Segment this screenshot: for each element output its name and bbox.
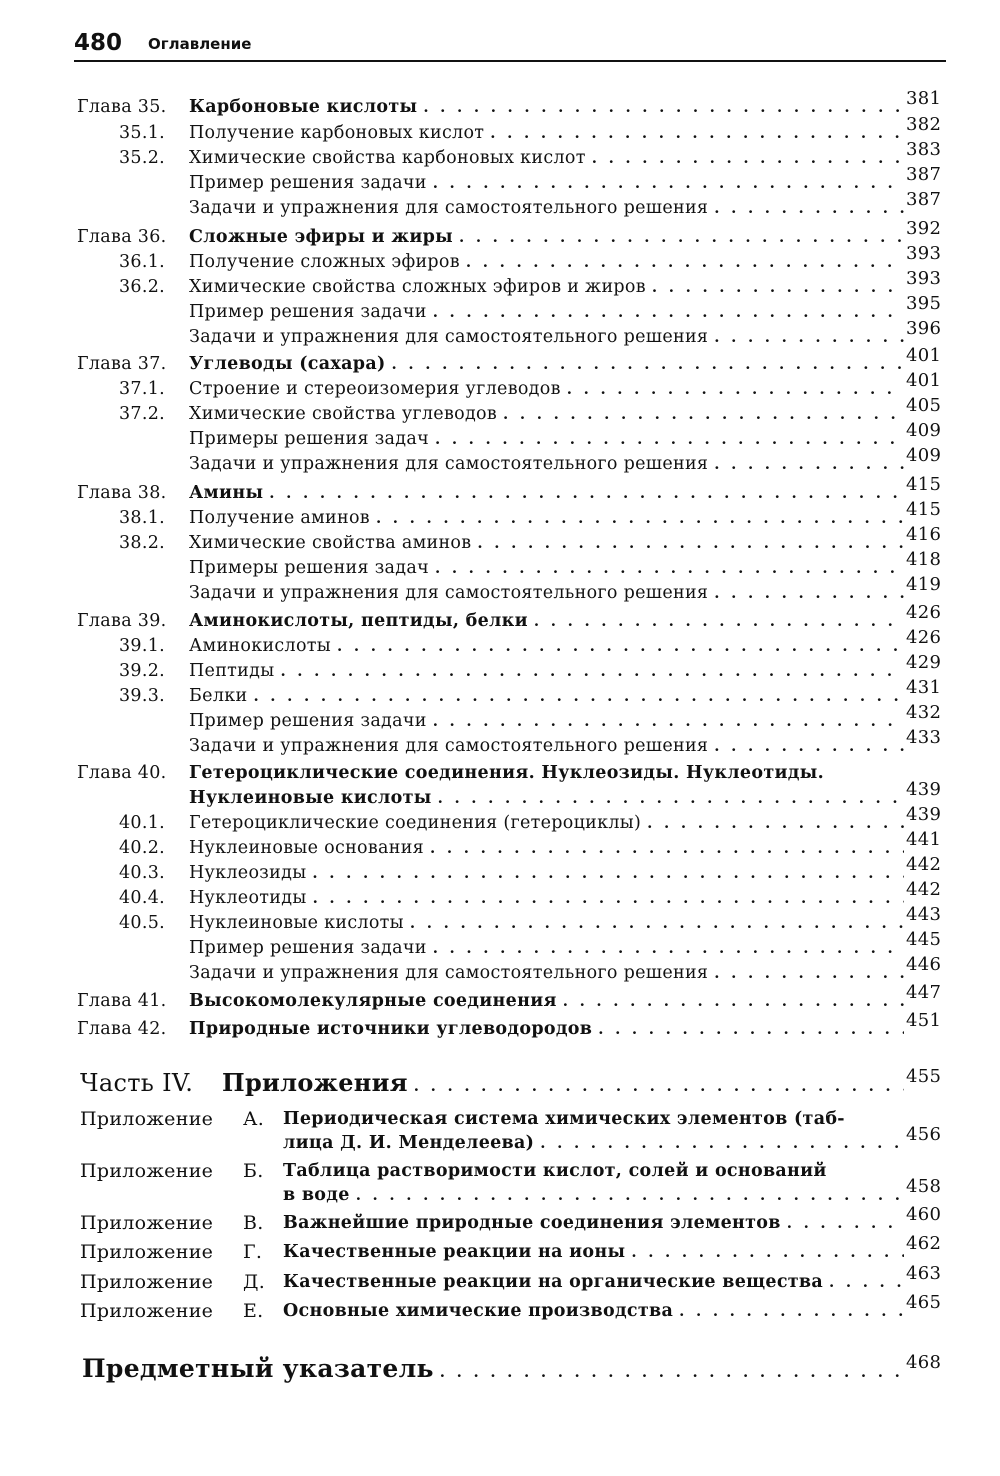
entry-page-number: 442	[906, 879, 942, 900]
entry-title: Нуклеотиды	[189, 887, 313, 909]
entry-page-number: 401	[906, 345, 942, 366]
entry-number: 40.4.	[119, 888, 166, 908]
entry-title: Высокомолекулярные соединения	[189, 990, 563, 1012]
entry-page-number: 415	[906, 499, 942, 520]
toc-section-entry[interactable]	[0, 929, 960, 963]
entry-page-number: 463	[906, 1263, 942, 1284]
toc-section-entry[interactable]	[0, 879, 960, 913]
dot-leader	[540, 1132, 904, 1154]
toc-section-entry[interactable]	[0, 395, 960, 429]
entry-title: Задачи и упражнения для самостоятельного решения	[189, 326, 714, 348]
entry-page-number: 418	[906, 549, 942, 570]
entry-title: Строение и стереоизомерия углеводов	[189, 378, 567, 400]
appendix-label: Приложение	[80, 1160, 214, 1182]
entry-number: Глава 42.	[77, 1019, 167, 1039]
dot-leader	[477, 532, 904, 554]
dot-leader	[410, 912, 904, 934]
entry-title: Нуклеиновые кислоты	[189, 787, 438, 809]
entry-number: 40.1.	[119, 813, 166, 833]
toc-section-entry[interactable]	[0, 829, 960, 863]
entry-page-number: 442	[906, 854, 942, 875]
entry-page-number: 387	[906, 189, 942, 210]
entry-title: Химические свойства аминов	[189, 532, 477, 554]
appendix-letter: Г.	[243, 1241, 263, 1263]
toc-chapter-entry[interactable]	[0, 602, 960, 636]
entry-page-number: 445	[906, 929, 942, 950]
entry-number: Глава 41.	[77, 991, 167, 1011]
entry-title: Карбоновые кислоты	[189, 96, 423, 118]
entry-page-number: 393	[906, 243, 942, 264]
appendix-letter: В.	[243, 1212, 264, 1234]
entry-number: 39.2.	[119, 661, 166, 681]
entry-page-number: 393	[906, 268, 942, 289]
entry-title: Периодическая система химических элементов (таб-	[283, 1108, 851, 1130]
toc-section-entry[interactable]	[0, 804, 960, 838]
dot-leader	[433, 172, 904, 194]
dot-leader	[433, 301, 904, 323]
entry-page-number: 426	[906, 627, 942, 648]
toc-section-entry[interactable]	[0, 139, 960, 173]
toc-appendix-entry[interactable]	[0, 1124, 960, 1158]
toc-appendix-entry[interactable]	[0, 1204, 960, 1238]
toc-section-entry[interactable]	[0, 318, 960, 352]
dot-leader	[787, 1212, 904, 1234]
entry-title: Гетероциклические соединения (гетероциклы)	[189, 812, 647, 834]
toc-appendix-entry[interactable]	[0, 1160, 960, 1186]
entry-number: Глава 39.	[77, 611, 167, 631]
entry-title: Пример решения задачи	[189, 937, 433, 959]
entry-number: 40.5.	[119, 913, 166, 933]
toc-section-entry[interactable]	[0, 677, 960, 711]
entry-page-number: 455	[906, 1066, 942, 1087]
entry-number: Глава 38.	[77, 483, 167, 503]
entry-page-number: 395	[906, 293, 942, 314]
entry-number: Глава 40.	[77, 763, 167, 783]
entry-number: 35.1.	[119, 123, 166, 143]
toc-chapter-entry[interactable]	[0, 345, 960, 379]
running-title: Оглавление	[148, 35, 252, 53]
dot-leader	[598, 1018, 904, 1040]
entry-page-number: 446	[906, 954, 942, 975]
appendix-letter: Б.	[243, 1160, 264, 1182]
toc-part-entry[interactable]	[0, 1066, 960, 1106]
running-header	[74, 30, 946, 62]
entry-title: Качественные реакции на ионы	[283, 1241, 631, 1263]
toc-chapter-entry[interactable]	[0, 474, 960, 508]
entry-title: Аминокислоты, пептиды, белки	[189, 610, 534, 632]
entry-number: 39.1.	[119, 636, 166, 656]
toc-section-entry[interactable]	[0, 727, 960, 761]
appendix-letter: Д.	[243, 1271, 266, 1293]
entry-number: 38.1.	[119, 508, 166, 528]
dot-leader	[567, 378, 904, 400]
dot-leader	[652, 276, 904, 298]
entry-page-number: 439	[906, 804, 942, 825]
dot-leader	[392, 353, 904, 375]
toc-chapter-entry[interactable]	[0, 1010, 960, 1044]
entry-number: 35.2.	[119, 148, 166, 168]
dot-leader	[714, 735, 904, 757]
entry-page-number: 456	[906, 1124, 942, 1145]
entry-title: Углеводы (сахара)	[189, 353, 392, 375]
toc-section-entry[interactable]	[0, 164, 960, 198]
entry-number: Глава 35.	[77, 97, 167, 117]
entry-title: Получение сложных эфиров	[189, 251, 466, 273]
entry-title: Химические свойства углеводов	[189, 403, 503, 425]
dot-leader	[430, 837, 904, 859]
toc-section-entry[interactable]	[0, 652, 960, 686]
entry-page-number: 468	[906, 1352, 942, 1373]
dot-leader	[459, 226, 904, 248]
entry-title: Получение аминов	[189, 507, 376, 529]
dot-leader	[435, 428, 904, 450]
appendix-label: Приложение	[80, 1108, 214, 1130]
entry-title: Нуклеиновые кислоты	[189, 912, 410, 934]
toc-section-entry[interactable]	[0, 702, 960, 736]
dot-leader	[376, 507, 904, 529]
entry-title: Примеры решения задач	[189, 428, 435, 450]
toc-section-entry[interactable]	[0, 420, 960, 454]
appendix-label: Приложение	[80, 1212, 214, 1234]
part-number: Часть IV.	[80, 1069, 194, 1097]
dot-leader	[490, 122, 904, 144]
entry-title: Задачи и упражнения для самостоятельного решения	[189, 197, 714, 219]
entry-title: Гетероциклические соединения. Нуклеозиды. Нуклеотиды.	[189, 762, 830, 784]
entry-page-number: 432	[906, 702, 942, 723]
entry-page-number: 416	[906, 524, 942, 545]
toc-index-entry[interactable]	[0, 1352, 960, 1394]
entry-title: Аминокислоты	[189, 635, 337, 657]
dot-leader	[563, 990, 904, 1012]
entry-number: Глава 36.	[77, 227, 167, 247]
toc-appendix-entry[interactable]	[0, 1176, 960, 1210]
toc-section-entry[interactable]	[0, 904, 960, 938]
entry-title: Сложные эфиры и жиры	[189, 226, 459, 248]
entry-page-number: 441	[906, 829, 942, 850]
appendix-letter: Е.	[243, 1300, 264, 1322]
dot-leader	[631, 1241, 904, 1263]
dot-leader	[253, 685, 904, 707]
entry-page-number: 447	[906, 982, 942, 1003]
toc-section-entry[interactable]	[0, 114, 960, 148]
dot-leader	[433, 710, 904, 732]
entry-title: Пример решения задачи	[189, 710, 433, 732]
entry-page-number: 401	[906, 370, 942, 391]
entry-title: Амины	[189, 482, 269, 504]
toc-section-entry[interactable]	[0, 854, 960, 888]
entry-number: 37.1.	[119, 379, 166, 399]
dot-leader	[435, 557, 904, 579]
dot-leader	[423, 96, 904, 118]
entry-number: 39.3.	[119, 686, 166, 706]
entry-title: Нуклеиновые основания	[189, 837, 430, 859]
toc-section-entry[interactable]	[0, 189, 960, 223]
dot-leader	[714, 197, 904, 219]
toc-section-entry[interactable]	[0, 524, 960, 558]
dot-leader	[356, 1184, 904, 1206]
entry-title: Химические свойства карбоновых кислот	[189, 147, 592, 169]
dot-leader	[679, 1300, 904, 1322]
entry-title: Пример решения задачи	[189, 172, 433, 194]
entry-title: Белки	[189, 685, 253, 707]
entry-page-number: 392	[906, 218, 942, 239]
entry-page-number: 465	[906, 1292, 942, 1313]
entry-number: 36.2.	[119, 277, 166, 297]
dot-leader	[433, 937, 904, 959]
entry-title: лица Д. И. Менделеева)	[283, 1132, 540, 1154]
dot-leader	[438, 787, 904, 809]
entry-title: в воде	[283, 1184, 356, 1206]
entry-page-number: 387	[906, 164, 942, 185]
dot-leader	[714, 962, 904, 984]
toc-chapter-entry[interactable]	[0, 762, 960, 788]
dot-leader	[714, 326, 904, 348]
entry-page-number: 429	[906, 652, 942, 673]
entry-title: Предметный указатель	[82, 1358, 440, 1380]
appendix-label: Приложение	[80, 1300, 214, 1322]
toc-appendix-entry[interactable]	[0, 1233, 960, 1267]
dot-leader	[592, 147, 904, 169]
entry-title: Качественные реакции на органические вещества	[283, 1271, 829, 1293]
entry-number: 36.1.	[119, 252, 166, 272]
appendix-letter: А.	[243, 1108, 265, 1130]
toc-section-entry[interactable]	[0, 574, 960, 608]
page-number: 480	[74, 30, 123, 56]
toc-chapter-entry[interactable]	[0, 88, 960, 122]
dot-leader	[312, 862, 904, 884]
toc-appendix-entry[interactable]	[0, 1263, 960, 1297]
entry-title: Задачи и упражнения для самостоятельного решения	[189, 582, 714, 604]
entry-number: 38.2.	[119, 533, 166, 553]
entry-title: Таблица растворимости кислот, солей и оснований	[283, 1160, 833, 1182]
entry-page-number: 382	[906, 114, 942, 135]
entry-page-number: 383	[906, 139, 942, 160]
entry-page-number: 426	[906, 602, 942, 623]
toc-section-entry[interactable]	[0, 627, 960, 661]
entry-title: Задачи и упражнения для самостоятельного решения	[189, 735, 714, 757]
entry-page-number: 419	[906, 574, 942, 595]
toc-section-entry[interactable]	[0, 499, 960, 533]
entry-title: Получение карбоновых кислот	[189, 122, 490, 144]
entry-title: Основные химические производства	[283, 1300, 679, 1322]
dot-leader	[313, 887, 904, 909]
entry-number: 40.2.	[119, 838, 166, 858]
entry-title: Пептиды	[189, 660, 280, 682]
toc-section-entry[interactable]	[0, 370, 960, 404]
toc-section-entry[interactable]	[0, 268, 960, 302]
entry-title: Природные источники углеводородов	[189, 1018, 598, 1040]
entry-title: Химические свойства сложных эфиров и жиров	[189, 276, 652, 298]
entry-number: 37.2.	[119, 404, 166, 424]
entry-page-number: 415	[906, 474, 942, 495]
entry-title: Приложения	[222, 1072, 414, 1094]
entry-title: Задачи и упражнения для самостоятельного решения	[189, 453, 714, 475]
toc-chapter-entry[interactable]	[0, 982, 960, 1016]
entry-page-number: 405	[906, 395, 942, 416]
dot-leader	[714, 453, 904, 475]
entry-page-number: 443	[906, 904, 942, 925]
entry-page-number: 458	[906, 1176, 942, 1197]
dot-leader	[466, 251, 904, 273]
appendix-label: Приложение	[80, 1271, 214, 1293]
entry-page-number: 409	[906, 445, 942, 466]
entry-page-number: 381	[906, 88, 942, 109]
dot-leader	[414, 1075, 904, 1097]
entry-title: Важнейшие природные соединения элементов	[283, 1212, 787, 1234]
entry-page-number: 451	[906, 1010, 942, 1031]
entry-page-number: 409	[906, 420, 942, 441]
dot-leader	[503, 403, 904, 425]
toc-section-entry[interactable]	[0, 954, 960, 988]
appendix-label: Приложение	[80, 1241, 214, 1263]
entry-page-number: 439	[906, 779, 942, 800]
entry-page-number: 460	[906, 1204, 942, 1225]
entry-number: Глава 37.	[77, 354, 167, 374]
entry-title: Нуклеозиды	[189, 862, 312, 884]
entry-title: Примеры решения задач	[189, 557, 435, 579]
entry-page-number: 431	[906, 677, 942, 698]
entry-page-number: 396	[906, 318, 942, 339]
toc-section-entry[interactable]	[0, 779, 960, 813]
toc-appendix-entry[interactable]	[0, 1108, 960, 1134]
toc-chapter-entry[interactable]	[0, 218, 960, 252]
dot-leader	[534, 610, 904, 632]
dot-leader	[440, 1361, 904, 1383]
toc-section-entry[interactable]	[0, 549, 960, 583]
toc-appendix-entry[interactable]	[0, 1292, 960, 1326]
dot-leader	[337, 635, 904, 657]
dot-leader	[647, 812, 904, 834]
entry-page-number: 433	[906, 727, 942, 748]
dot-leader	[280, 660, 904, 682]
toc-section-entry[interactable]	[0, 445, 960, 479]
dot-leader	[269, 482, 904, 504]
entry-number: 40.3.	[119, 863, 166, 883]
dot-leader	[714, 582, 904, 604]
dot-leader	[829, 1271, 904, 1293]
toc-section-entry[interactable]	[0, 293, 960, 327]
entry-page-number: 462	[906, 1233, 942, 1254]
toc-section-entry[interactable]	[0, 243, 960, 277]
entry-title: Пример решения задачи	[189, 301, 433, 323]
entry-title: Задачи и упражнения для самостоятельного решения	[189, 962, 714, 984]
